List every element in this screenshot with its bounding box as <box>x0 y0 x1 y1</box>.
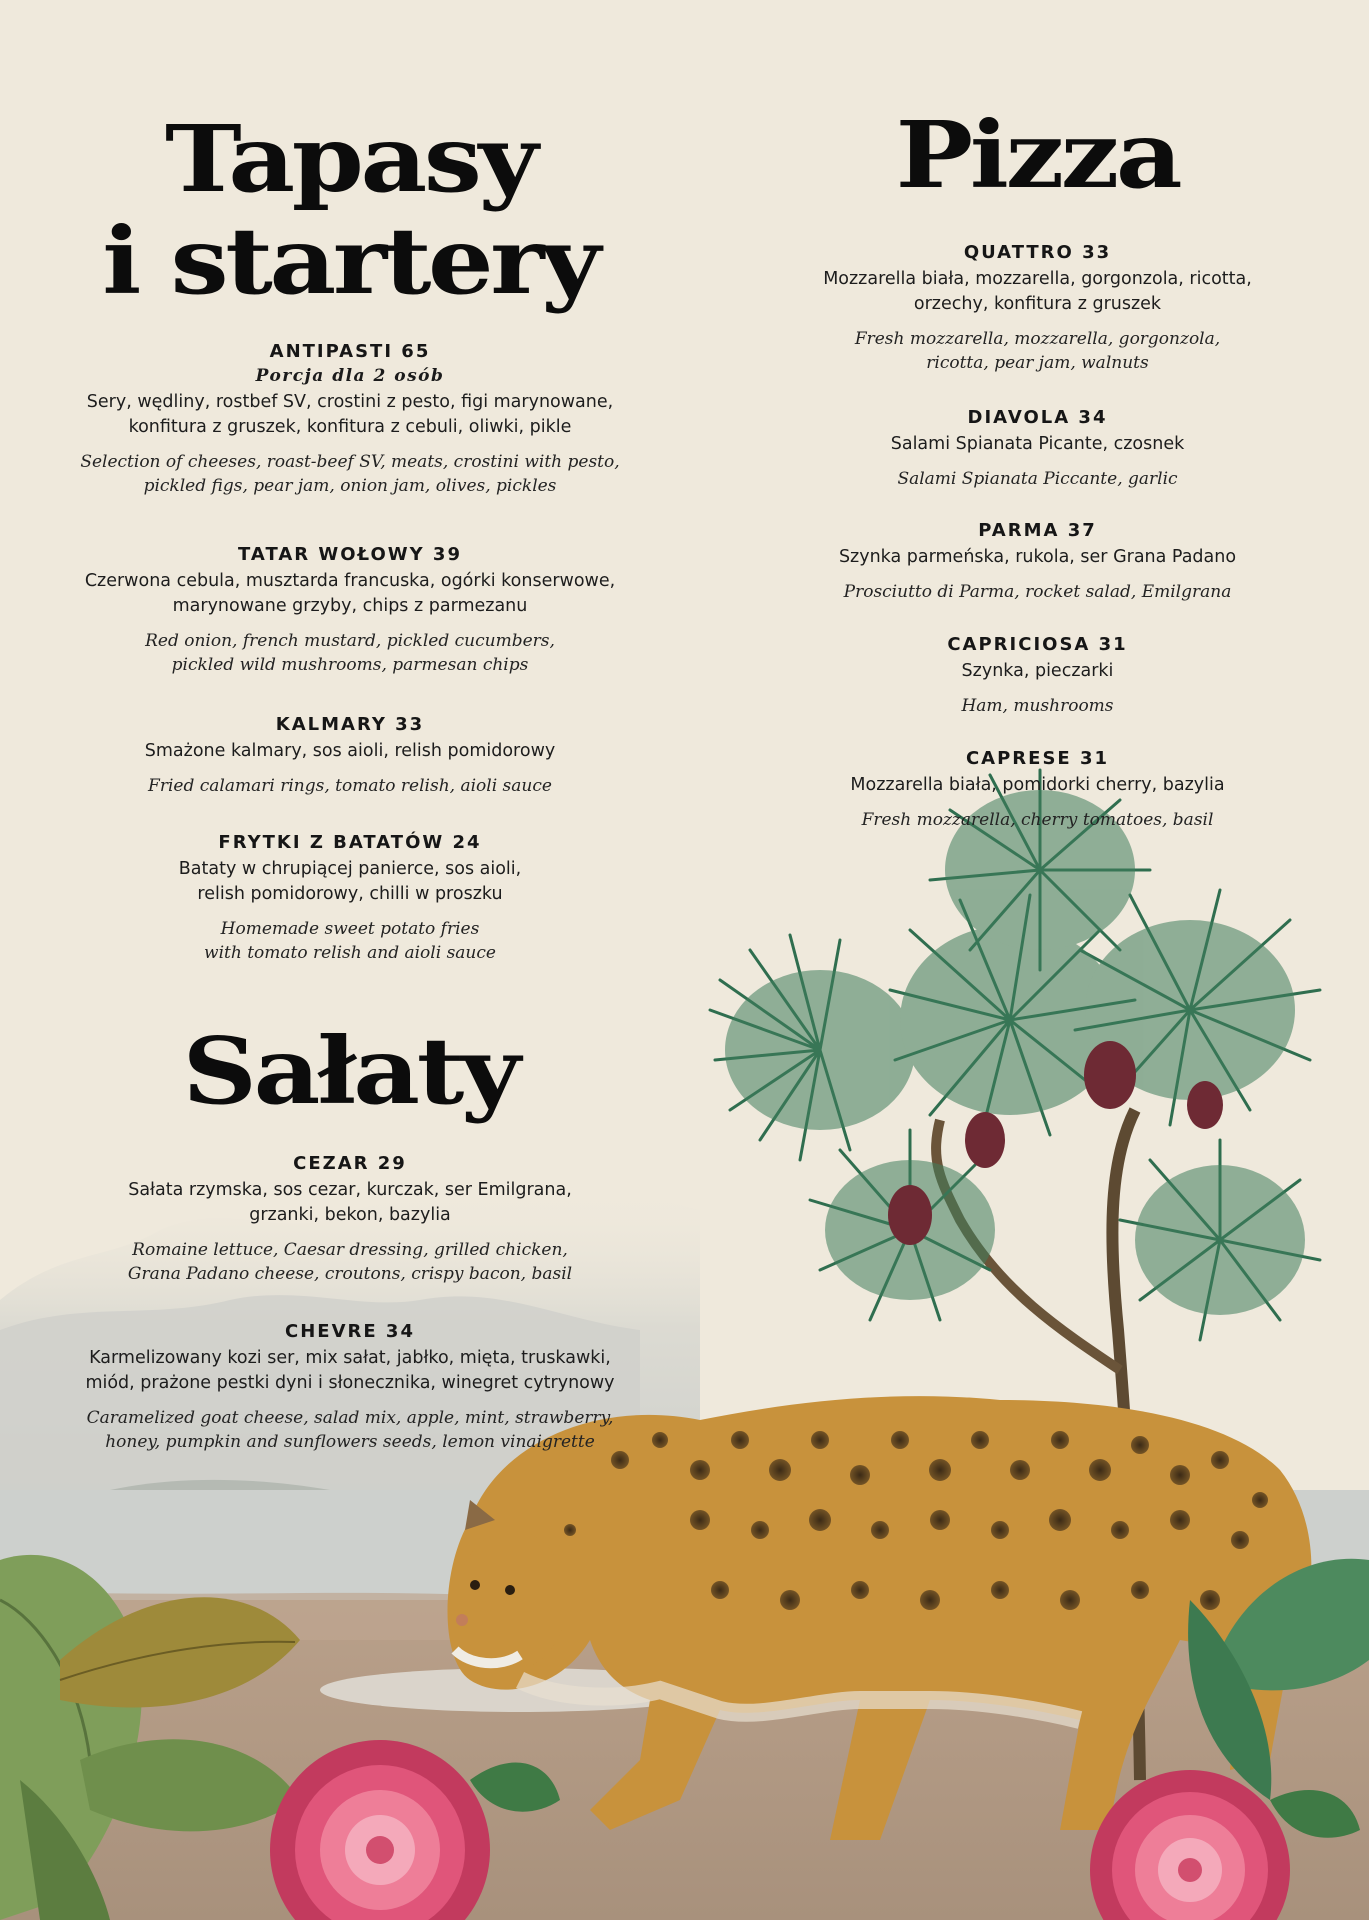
item-frytki <box>55 831 645 965</box>
item-name: FRYTKI Z BATATÓW 24 <box>218 832 482 853</box>
tapas-title-line2: i startery <box>102 207 598 315</box>
item-name: DIAVOLA 34 <box>967 407 1108 428</box>
section-title-tapas <box>20 105 681 315</box>
section-title-pizza: Pizza <box>895 101 1180 209</box>
item-description-pl: Szynka parmeńska, rukola, ser Grana Padano <box>838 547 1237 567</box>
item-quattro <box>760 241 1315 375</box>
item-description-en: Fresh mozzarella, mozzarella, gorgonzola, ricotta, pear jam, walnuts <box>854 329 1221 373</box>
item-parma <box>760 519 1315 604</box>
item-tatar <box>55 543 645 677</box>
item-description-en: Salami Spianata Piccante, garlic <box>897 469 1178 489</box>
item-name: ANTIPASTI 65 <box>269 341 431 362</box>
item-diavola <box>760 406 1315 491</box>
item-name: CEZAR 29 <box>293 1153 407 1174</box>
item-description-en: Romaine lettuce, Caesar dressing, grilled chicken, Grana Padano cheese, croutons, crispy bacon, basil <box>127 1240 573 1284</box>
salads-section <box>55 1017 645 1125</box>
tapas-section <box>55 105 645 315</box>
item-name: CHEVRE 34 <box>285 1321 415 1342</box>
item-description-en: Selection of cheeses, roast-beef SV, meats, crostini with pesto, pickled figs, pear jam, onion jam, olives, pickles <box>80 452 620 496</box>
item-description-pl: Czerwona cebula, musztarda francuska, ogórki konserwowe, marynowane grzyby, chips z parmezanu <box>84 571 616 616</box>
item-description-en: Prosciutto di Parma, rocket salad, Emilgrana <box>843 582 1232 602</box>
section-title-salads: Sałaty <box>182 1017 518 1125</box>
item-description-en: Red onion, french mustard, pickled cucumbers, pickled wild mushrooms, parmesan chips <box>145 631 555 675</box>
item-name: KALMARY 33 <box>275 714 425 735</box>
tapas-title-line1: Tapasy <box>164 105 536 213</box>
item-chevre <box>55 1320 645 1454</box>
item-description-en: Fresh mozzarella, cherry tomatoes, basil <box>861 810 1214 830</box>
item-name: CAPRICIOSA 31 <box>947 634 1128 655</box>
item-name: QUATTRO 33 <box>963 242 1112 263</box>
item-description-pl: Mozzarella biała, pomidorki cherry, bazylia <box>850 775 1225 795</box>
item-description-en: Homemade sweet potato fries with tomato relish and aioli sauce <box>204 919 496 963</box>
item-name: CAPRESE 31 <box>965 748 1110 769</box>
item-description-pl: Sery, wędliny, rostbef SV, crostini z pesto, figi marynowane, konfitura z gruszek, konfitura z cebuli, oliwki, pikle <box>86 392 614 437</box>
item-description-pl: Szynka, pieczarki <box>961 661 1114 681</box>
item-description-en: Fried calamari rings, tomato relish, aioli sauce <box>148 776 552 796</box>
item-description-pl: Salami Spianata Picante, czosnek <box>890 434 1185 454</box>
item-description-pl: Smażone kalmary, sos aioli, relish pomidorowy <box>144 741 556 761</box>
item-kalmary <box>55 713 645 798</box>
item-cezar <box>55 1152 645 1286</box>
item-description-pl: Bataty w chrupiącej panierce, sos aioli, relish pomidorowy, chilli w proszku <box>178 859 522 904</box>
item-caprese <box>760 747 1315 832</box>
item-description-pl: Mozzarella biała, mozzarella, gorgonzola, ricotta, orzechy, konfitura z gruszek <box>823 269 1252 314</box>
item-description-en: Ham, mushrooms <box>961 696 1114 716</box>
item-antipasti <box>55 340 645 498</box>
item-name: PARMA 37 <box>978 520 1097 541</box>
item-description-en: Caramelized goat cheese, salad mix, apple, mint, strawberry, honey, pumpkin and sunflowers seeds, lemon vinaigrette <box>86 1408 614 1452</box>
item-description-pl: Sałata rzymska, sos cezar, kurczak, ser Emilgrana, grzanki, bekon, bazylia <box>128 1180 572 1225</box>
item-name: TATAR WOŁOWY 39 <box>238 544 462 565</box>
item-capriciosa <box>760 633 1315 718</box>
pizza-section <box>760 101 1315 209</box>
item-note: Porcja dla 2 osób <box>255 366 445 386</box>
item-description-pl: Karmelizowany kozi ser, mix sałat, jabłko, mięta, truskawki, miód, prażone pestki dyni i słonecznika, winegret cytrynowy <box>85 1348 615 1393</box>
